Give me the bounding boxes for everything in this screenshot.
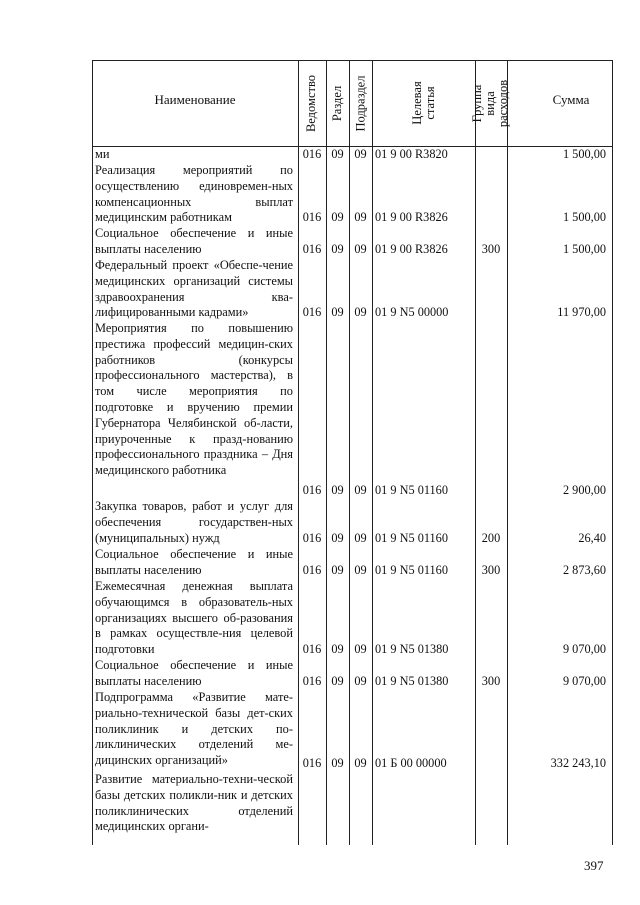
row-vedomstvo: 016: [302, 305, 322, 319]
header-celevaya-cell: [372, 60, 475, 146]
row-razdel: 09: [331, 531, 344, 545]
row-podrazdel: 09: [354, 242, 367, 256]
row-celevaya: 01 9 N5 01160: [375, 483, 448, 497]
row-podrazdel: 09: [354, 756, 367, 770]
table-border-razd: [326, 60, 327, 845]
row-name: Мероприятия по повышению престижа профессий медицин-ских работников (конкурсы профессионального мастерства), в том числе мероприятия по подготовке и вручению премии Губернатора Челябинской об-ласти, приуроченные к празд-нованию профессионального праздника – Дня медицинского работника: [95, 321, 293, 478]
row-razdel: 09: [331, 642, 344, 656]
row-celevaya: 01 Б 00 00000: [375, 756, 447, 770]
row-celevaya: 01 9 N5 01380: [375, 642, 449, 656]
row-name: ми: [95, 147, 110, 161]
header-vedomstvo: Ведомство: [304, 74, 319, 132]
row-name: Реализация мероприятий по осуществлению единовремен-ных компенсационных выплат медицинским работникам: [95, 163, 293, 225]
table-border-pod-end: [372, 60, 373, 845]
row-summa: 2 873,60: [562, 563, 606, 577]
row-celevaya: 01 9 N5 01160: [375, 563, 448, 577]
row-podrazdel: 09: [354, 305, 367, 319]
header-gruppa-cell: [470, 60, 511, 146]
row-gruppa: 300: [481, 563, 501, 577]
table-border-right: [612, 60, 613, 845]
row-celevaya: 01 9 00 R3826: [375, 210, 448, 224]
row-razdel: 09: [331, 210, 344, 224]
header-name: Наименование: [154, 92, 236, 107]
row-name: Развитие материально-техни-ческой базы детских поликли-ник и детских поликлинических отделений медицинских органи-: [95, 772, 293, 834]
row-summa: 11 970,00: [557, 305, 606, 319]
page-number: 397: [584, 858, 604, 873]
row-gruppa: 200: [481, 531, 501, 545]
row-razdel: 09: [331, 563, 344, 577]
row-celevaya: 01 9 N5 01380: [375, 674, 449, 688]
row-podrazdel: 09: [354, 674, 367, 688]
table-border-pod: [349, 60, 350, 845]
row-razdel: 09: [331, 242, 344, 256]
header-razdel: Раздел: [330, 85, 345, 121]
row-summa: 9 070,00: [562, 674, 606, 688]
row-summa: 1 500,00: [562, 147, 606, 161]
row-summa: 332 243,10: [550, 756, 606, 770]
table-border-left: [92, 60, 93, 845]
table-border-grp-end: [507, 60, 508, 845]
header-vedomstvo-cell: [298, 60, 326, 146]
row-celevaya: 01 9 N5 01160: [375, 531, 448, 545]
row-vedomstvo: 016: [302, 242, 322, 256]
row-vedomstvo: 016: [302, 147, 322, 161]
header-podrazdel-cell: [349, 60, 372, 146]
row-name: Ежемесячная денежная выплата обучающимся в образователь-ных организациях высшего об-разования в рамках осуществле-ния целевой подготовки: [95, 579, 293, 657]
row-razdel: 09: [331, 147, 344, 161]
row-razdel: 09: [331, 305, 344, 319]
row-gruppa: 300: [481, 242, 501, 256]
row-name: Закупка товаров, работ и услуг для обеспечения государствен-ных (муниципальных) нужд: [95, 499, 293, 545]
row-summa: 9 070,00: [562, 642, 606, 656]
row-podrazdel: 09: [354, 642, 367, 656]
header-gruppa: Группа вида расходов: [470, 79, 511, 127]
header-podrazdel: Подраздел: [353, 75, 367, 131]
row-summa: 1 500,00: [562, 210, 606, 224]
row-name: Социальное обеспечение и иные выплаты населению: [95, 226, 293, 256]
header-celevaya: Целевая статья: [409, 81, 437, 125]
row-podrazdel: 09: [354, 483, 367, 497]
row-vedomstvo: 016: [302, 563, 322, 577]
row-vedomstvo: 016: [302, 674, 322, 688]
row-vedomstvo: 016: [302, 531, 322, 545]
row-summa: 2 900,00: [562, 483, 606, 497]
row-summa: 26,40: [578, 531, 606, 545]
row-podrazdel: 09: [354, 147, 367, 161]
row-name: Социальное обеспечение и иные выплаты населению: [95, 547, 293, 577]
row-celevaya: 01 9 00 R3820: [375, 147, 448, 161]
row-name: Социальное обеспечение и иные выплаты населению: [95, 658, 293, 688]
row-vedomstvo: 016: [302, 210, 322, 224]
row-summa: 1 500,00: [562, 242, 606, 256]
row-razdel: 09: [331, 674, 344, 688]
row-podrazdel: 09: [354, 531, 367, 545]
row-vedomstvo: 016: [302, 756, 322, 770]
header-razdel-cell: [326, 60, 349, 146]
row-celevaya: 01 9 00 R3826: [375, 242, 448, 256]
row-vedomstvo: 016: [302, 642, 322, 656]
row-razdel: 09: [331, 483, 344, 497]
table-border-cel-end: [475, 60, 476, 845]
row-vedomstvo: 016: [302, 483, 322, 497]
row-razdel: 09: [331, 756, 344, 770]
table-border-ved: [298, 60, 299, 845]
row-podrazdel: 09: [354, 210, 367, 224]
row-name: Подпрограмма «Развитие мате-риально-технической базы дет-ских поликлиник и детских по-ликлинических отделений ме-дицинских организаций»: [95, 690, 293, 768]
row-celevaya: 01 9 N5 00000: [375, 305, 449, 319]
row-podrazdel: 09: [354, 563, 367, 577]
header-summa: Сумма: [552, 92, 590, 107]
row-name: Федеральный проект «Обеспе-чение медицинских организаций системы здравоохранения ква-лифицированными кадрами»: [95, 258, 293, 320]
row-gruppa: 300: [481, 674, 501, 688]
